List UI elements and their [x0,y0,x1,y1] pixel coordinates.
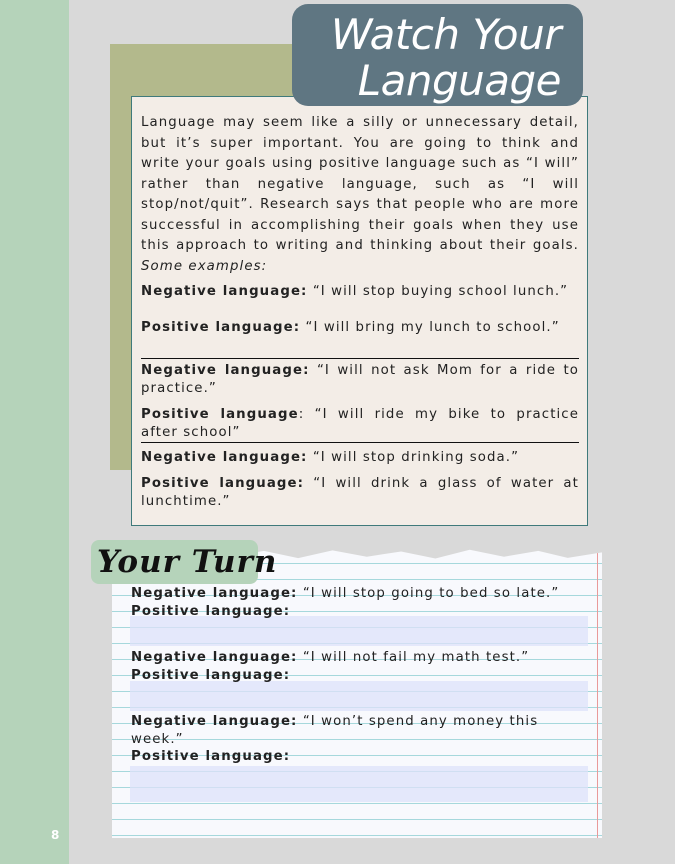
answer-field-3[interactable] [130,766,588,802]
example-1-positive-text: “I will bring my lunch to school.” [305,320,560,335]
positive-label: Positive language: [131,749,291,764]
example-2-negative [141,362,579,397]
example-2-positive-text: : “I will ride my bike to practice after school” [141,407,579,440]
positive-label: Positive language: [131,603,291,619]
left-sidebar-strip [0,0,69,864]
answer-field-1[interactable] [130,616,588,646]
exercise-2 [131,649,601,684]
negative-label: Negative language: [131,650,298,665]
examples-lead: Some examples: [141,258,268,274]
exercise-1 [131,585,601,620]
positive-label: Positive language: [141,476,305,491]
divider-1 [141,358,579,359]
example-1-negative [141,283,579,301]
exercise-2-negative-text: “I will not fail my math test.” [302,650,530,665]
page-title-line-1: Watch Your [330,10,561,59]
page-title-line-2: Language [357,56,561,105]
example-2-positive [141,406,579,441]
example-1-positive [141,319,579,337]
intro-paragraph [141,113,579,277]
positive-label: Positive language: [141,320,301,335]
intro-text: Language may seem like a silly or unnecessary detail, but it’s super important. You are going to think and write your goals using positive language such as “I will” rather than negative language, such as “I will stop/not/quit”. Research says that people who are more successful in accomplishing their goals when they use this approach to writing and thinking about their goals. [141,115,579,253]
negative-label: Negative language: [131,586,298,601]
example-3-positive-text: “I will drink a glass of water at lunchtime.” [141,476,579,509]
negative-label: Negative language: [141,450,308,465]
your-turn-heading: Your Turn [97,544,278,580]
your-turn-badge [91,540,278,584]
negative-label: Negative language: [131,714,298,729]
example-3-negative [141,449,579,467]
exercise-3-negative-text: “I won’t spend any money this week.” [131,714,539,747]
title-banner [292,4,583,106]
answer-field-2[interactable] [130,681,588,711]
example-3-negative-text: “I will stop drinking soda.” [312,450,520,465]
example-3-positive [141,475,579,510]
exercise-3 [131,713,571,766]
example-1-negative-text: “I will stop buying school lunch.” [312,284,569,299]
positive-label: Positive language: [131,667,291,683]
negative-label: Negative language: [141,284,308,299]
exercise-1-negative-text: “I will stop going to bed so late.” [302,586,560,601]
negative-label: Negative language: [141,363,310,378]
example-2-negative-text: “I will not ask Mom for a ride to practice.” [141,363,579,396]
positive-label: Positive language [141,407,299,422]
language-info-card [131,96,588,526]
page-number: 8 [51,828,60,842]
divider-2 [141,442,579,443]
